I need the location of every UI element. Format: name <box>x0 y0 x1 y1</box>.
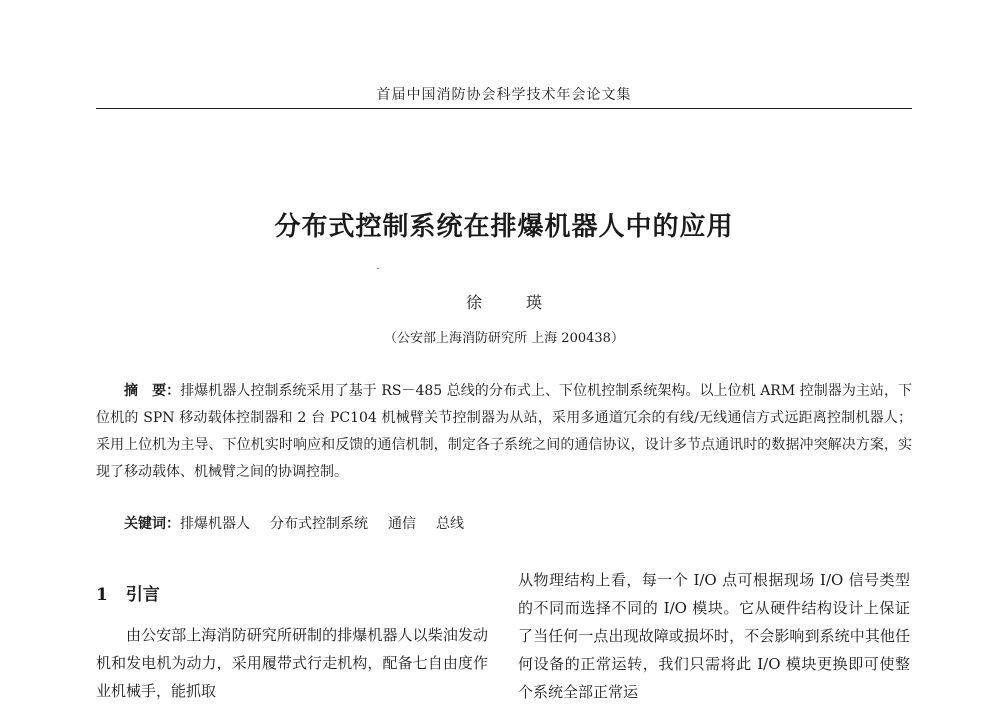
paper-title: 分布式控制系统在排爆机器人中的应用 <box>274 212 734 242</box>
keywords-label: 关键词： <box>124 516 180 532</box>
keyword: 通信 <box>388 516 416 532</box>
keyword: 分布式控制系统 <box>270 516 368 532</box>
right-column-paragraph: 从物理结构上看，每一个 I/O 点可根据现场 I/O 信号类型的不同而选择不同的 I/O 模块。它从硬件结构设计上保证了当任何一点出现故障或损坏时，不会影响到系统中其他任何设备的正常运转，我们只需将此 I/O 模块更换即可使整个系统全部正常运 <box>518 571 910 701</box>
author-affiliation: （公安部上海消防研究所 上海 200438） <box>384 331 624 346</box>
abstract <box>96 378 912 486</box>
keyword: 排爆机器人 <box>180 516 250 532</box>
section-title: 引言 <box>125 585 160 605</box>
running-header: 首届中国消防协会科学技术年会论文集 <box>376 87 632 103</box>
header-rule <box>96 108 912 109</box>
section-heading <box>96 580 160 605</box>
author-name: 徐 瑛 <box>465 293 556 312</box>
section-number: 1 <box>96 585 108 605</box>
keywords <box>124 513 904 535</box>
scan-speck <box>377 268 379 269</box>
abstract-text: 排爆机器人控制系统采用了基于 RS－485 总线的分布式上、下位机控制系统架构。以上位机 ARM 控制器为主站，下位机的 SPN 移动载体控制器和 2 台 PC104 机械臂关节控制器为从站，采用多通道冗余的有线/无线通信方式远距离控制机器人；采用上位机为主导、下位机实时响应和反馈的通信机制，制定各子系统之间的通信协议，设计多节点通讯时的数据冲突解决方案，实现了移动载体、机械臂之间的协调控制。 <box>96 383 912 480</box>
left-column-paragraph: 由公安部上海消防研究所研制的排爆机器人以柴油发动机和发电机为动力，采用履带式行走机构，配备七自由度作业机械手，能抓取 <box>96 626 488 700</box>
keyword: 总线 <box>436 516 464 532</box>
abstract-label: 摘 要： <box>124 383 181 399</box>
